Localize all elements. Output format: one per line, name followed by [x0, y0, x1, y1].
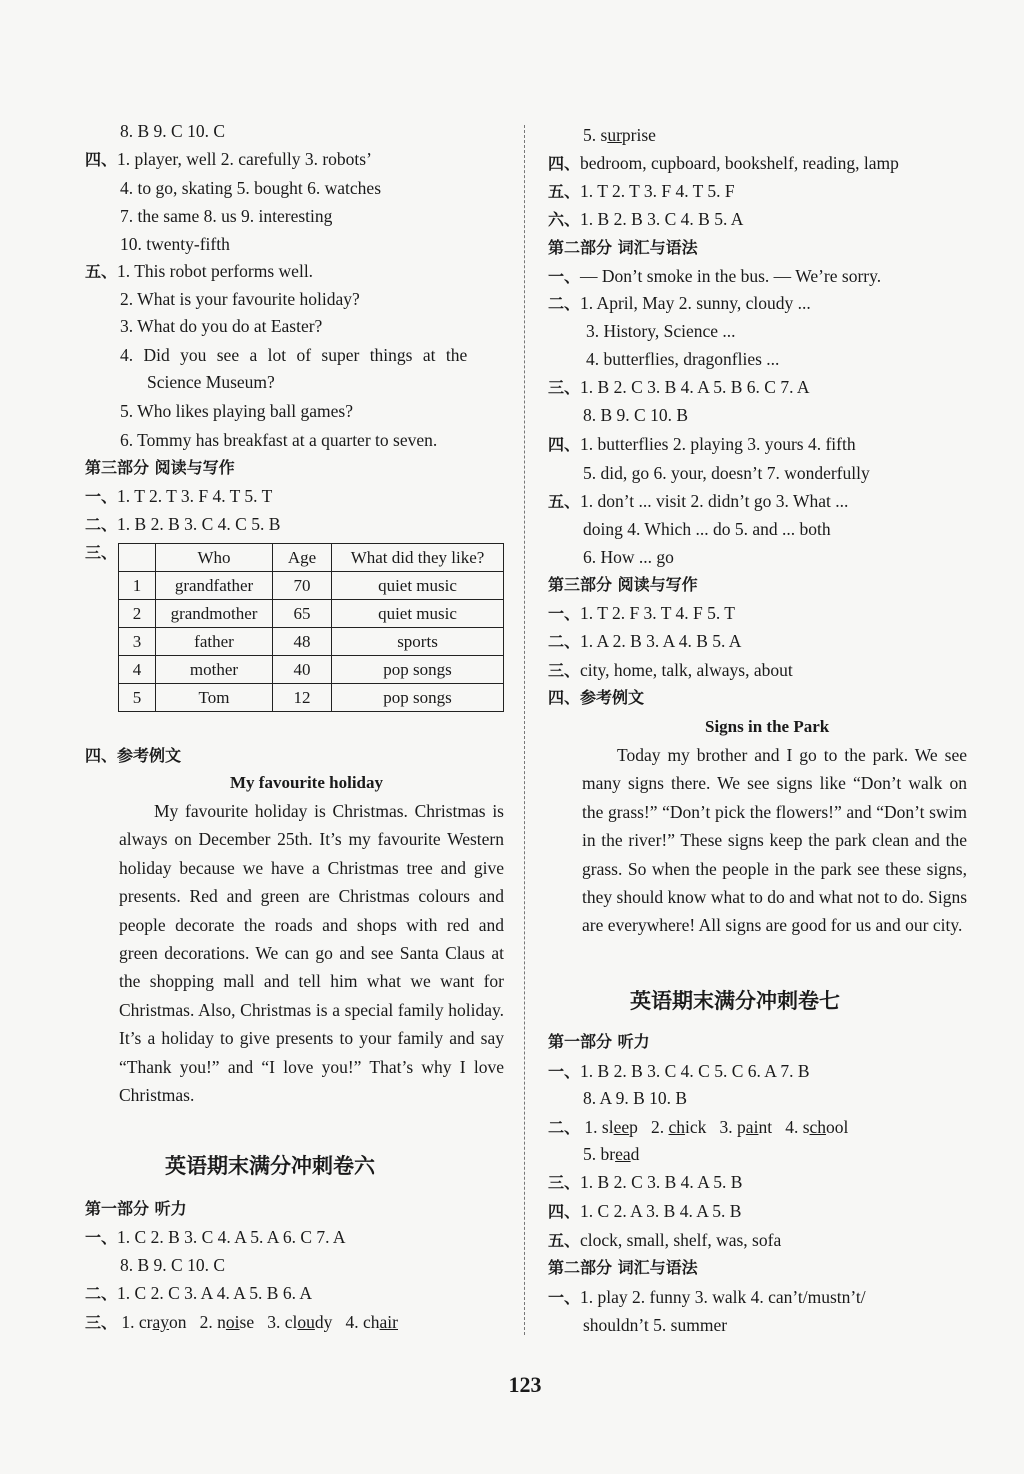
- table-cell: 1: [119, 572, 156, 600]
- answer-line: 5. bread: [583, 1144, 640, 1164]
- table-cell: 65: [273, 600, 332, 628]
- answer-line: 6. How ... go: [583, 547, 674, 567]
- answer-line: 5. Who likes playing ball games?: [120, 401, 353, 421]
- answer-line: 一、1. T 2. T 3. F 4. T 5. T: [85, 486, 273, 506]
- answer-line: 三、1. B 2. C 3. B 4. A 5. B: [548, 1172, 743, 1192]
- table-row: [119, 572, 504, 600]
- answer-line: 二、1. April, May 2. sunny, cloudy ...: [548, 293, 811, 313]
- table-cell: quiet music: [332, 600, 504, 628]
- answer-table: [118, 543, 504, 712]
- answer-line: 4. Did you see a lot of super things at the: [120, 345, 468, 365]
- answer-line: 8. B 9. C 10. C: [120, 121, 226, 141]
- table-cell: pop songs: [332, 656, 504, 684]
- answer-line: 一、— Don’t smoke in the bus. — We’re sorry.: [548, 266, 882, 286]
- table-cell: 4: [119, 656, 156, 684]
- section-title: 第一部分 听力: [85, 1199, 187, 1218]
- table-cell: 70: [273, 572, 332, 600]
- table-cell: father: [156, 628, 273, 656]
- table-header: Age: [273, 544, 332, 572]
- essay-paragraph: Today my brother and I go to the park. We see many signs there. We see signs like “Don’t walk on the grass!” “Don’t pick the flowers!” and “Don’t swim in the river!” These signs keep the park clean and the grass. So when the people in the park see these signs, they should know what to do and what not to do. Signs are everywhere! All signs are good for us and our city.: [582, 745, 967, 936]
- table-header: [119, 544, 156, 572]
- answer-line: doing 4. Which ... do 5. and ... both: [583, 519, 831, 539]
- answer-line: 六、1. B 2. B 3. C 4. B 5. A: [548, 209, 744, 229]
- answer-line: 四、1. butterflies 2. playing 3. yours 4. fifth: [548, 434, 856, 454]
- answer-line: 五、1. This robot performs well.: [85, 261, 314, 281]
- table-cell: 40: [273, 656, 332, 684]
- answer-line: 五、clock, small, shelf, was, sofa: [548, 1230, 782, 1250]
- table-cell: grandfather: [156, 572, 273, 600]
- table-row: [119, 600, 504, 628]
- answer-line: 四、bedroom, cupboard, bookshelf, reading, lamp: [548, 153, 899, 173]
- table-header: What did they like?: [332, 544, 504, 572]
- answer-line: 4. to go, skating 5. bought 6. watches: [120, 178, 382, 198]
- table-cell: Tom: [156, 684, 273, 712]
- section-title: 第三部分 阅读与写作: [85, 458, 235, 477]
- table-cell: 5: [119, 684, 156, 712]
- page-number: 123: [508, 1372, 542, 1397]
- answer-line: 四、1. C 2. A 3. B 4. A 5. B: [548, 1201, 742, 1221]
- table-cell: 12: [273, 684, 332, 712]
- answer-line: 3. History, Science ...: [586, 321, 736, 341]
- table-row: [119, 656, 504, 684]
- section-title: 第一部分 听力: [548, 1032, 650, 1051]
- table-row: [119, 684, 504, 712]
- answer-line: 二、 1. sleep 2. chick 3. paint 4. school: [548, 1117, 849, 1137]
- essay-title: Signs in the Park: [705, 717, 830, 736]
- answer-line: 一、1. play 2. funny 3. walk 4. can’t/mustn’t/: [548, 1287, 866, 1307]
- answer-line: 二、1. C 2. C 3. A 4. A 5. B 6. A: [85, 1283, 312, 1303]
- table-cell: grandmother: [156, 600, 273, 628]
- answer-line: 三、city, home, talk, always, about: [548, 660, 793, 680]
- answer-line: 五、1. don’t ... visit 2. didn’t go 3. What ...: [548, 491, 849, 511]
- table-cell: pop songs: [332, 684, 504, 712]
- table-cell: sports: [332, 628, 504, 656]
- answer-line: 二、1. A 2. B 3. A 4. B 5. A: [548, 631, 742, 651]
- answer-line: 二、1. B 2. B 3. C 4. C 5. B: [85, 514, 281, 534]
- answer-line: 三、: [85, 543, 118, 562]
- table-cell: quiet music: [332, 572, 504, 600]
- table-header-row: [119, 544, 504, 572]
- section-title: 第三部分 阅读与写作: [548, 575, 698, 594]
- answer-line: 3. What do you do at Easter?: [120, 316, 323, 336]
- table-cell: 48: [273, 628, 332, 656]
- answer-line: 三、1. B 2. C 3. B 4. A 5. B 6. C 7. A: [548, 377, 810, 397]
- answer-line: 四、1. player, well 2. carefully 3. robots’: [85, 149, 372, 169]
- answer-line: 一、1. C 2. B 3. C 4. A 5. A 6. C 7. A: [85, 1227, 346, 1247]
- column-divider: [524, 125, 525, 1335]
- answer-line: shouldn’t 5. summer: [583, 1315, 728, 1335]
- answer-line: 三、 1. crayon 2. noise 3. cloudy 4. chair: [85, 1312, 398, 1332]
- answer-line: 8. B 9. C 10. B: [583, 405, 689, 425]
- section-title: 第二部分 词汇与语法: [548, 238, 698, 257]
- answer-line: 2. What is your favourite holiday?: [120, 289, 360, 309]
- answer-line: 6. Tommy has breakfast at a quarter to seven.: [120, 430, 438, 450]
- essay-label: 四、参考例文: [85, 746, 182, 765]
- exam-heading: 英语期末满分冲刺卷七: [630, 989, 840, 1013]
- essay-title: My favourite holiday: [230, 773, 383, 792]
- table-cell: mother: [156, 656, 273, 684]
- answer-line: 5. surprise: [583, 125, 656, 145]
- answer-line: 8. B 9. C 10. C: [120, 1255, 226, 1275]
- answer-line: 五、1. T 2. T 3. F 4. T 5. F: [548, 181, 735, 201]
- answer-line: 7. the same 8. us 9. interesting: [120, 206, 333, 226]
- answer-line: 一、1. B 2. B 3. C 4. C 5. C 6. A 7. B: [548, 1061, 810, 1081]
- table-cell: 3: [119, 628, 156, 656]
- essay-label: 四、参考例文: [548, 688, 645, 707]
- exam-heading: 英语期末满分冲刺卷六: [165, 1154, 375, 1178]
- answer-line: 10. twenty-fifth: [120, 234, 230, 254]
- table-cell: 2: [119, 600, 156, 628]
- answer-line: 8. A 9. B 10. B: [583, 1088, 688, 1108]
- answer-line: 4. butterflies, dragonflies ...: [586, 349, 780, 369]
- table-row: [119, 628, 504, 656]
- table-header: Who: [156, 544, 273, 572]
- essay-paragraph: My favourite holiday is Christmas. Christmas is always on December 25th. It’s my favourite Western holiday because we have a Christmas tree and give presents. Red and green are Christmas colours and people decorate the roads and shops with red and green decorations. We can go and see Santa Claus at the shopping mall and tell him what we want for Christmas. Also, Christmas is a special family holiday. It’s a holiday to give presents to your family and say “Thank you!” and “I love you!” That’s why I love Christmas.: [119, 801, 504, 1106]
- section-title: 第二部分 词汇与语法: [548, 1258, 698, 1277]
- answer-line: 5. did, go 6. your, doesn’t 7. wonderfully: [583, 463, 870, 483]
- answer-line: 一、1. T 2. F 3. T 4. F 5. T: [548, 603, 735, 623]
- answer-line: Science Museum?: [147, 372, 275, 392]
